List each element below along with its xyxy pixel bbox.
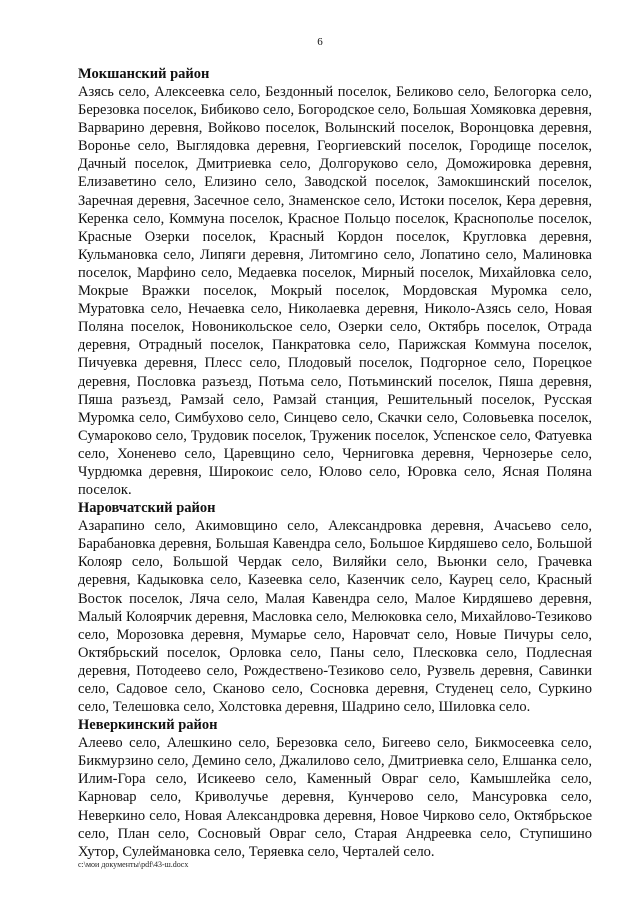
document-body [78, 65, 592, 861]
district-settlements-list: Азарапино село, Акимовщино село, Александровка деревня, Ачасьево село, Барабановка деревня, Большая Кавендра село, Большое Кирдяшево село, Большой Колояр село, Большой Чердак село, Виляйки село, Вьюнки село, Грачевка деревня, Кадыковка село, Казеевка село, Казенчик село, Каурец село, Красный Восток поселок, Ляча село, Малая Кавендра село, Малое Кирдяшево деревня, Малый Колоярчик деревня, Масловка село, Мелюковка село, Михайлово-Тезиково село, Морозовка деревня, Мумарье село, Наровчат село, Новые Пичуры село, Октябрьский поселок, Орловка село, Паны село, Плесковка село, Подлесная деревня, Потодеево село, Рождествено-Тезиково село, Рузвель деревня, Савинки село, Садовое село, Сканово село, Сосновка деревня, Студенец село, Суркино село, Телешовка село, Холстовка деревня, Шадрино село, Шиловка село. [78, 518, 592, 716]
district-title: Наровчатский район [78, 500, 216, 517]
district-title: Неверкинский район [78, 717, 218, 734]
district-section-narovchat [78, 499, 592, 716]
district-settlements-list: Алеево село, Алешкино село, Березовка село, Бигеево село, Бикмосеевка село, Бикмурзино село, Демино село, Джалилово село, Дмитриевка село, Елшанка село, Илим-Гора село, Исикеево село, Каменный Овраг село, Камышлейка село, Карновар село, Криволучье деревня, Кунчерово село, Мансуровка село, Неверкино село, Новая Александровка деревня, Новое Чирково село, Октябрьское село, План село, Сосновый Овраг село, Старая Андреевка село, Ступишино Хутор, Сулеймановка село, Теряевка село, Черталей село. [78, 735, 592, 860]
footer-file-path: c:\мои документы\pdf\43-ш.docx [78, 860, 189, 869]
district-section-mokshan [78, 65, 592, 499]
district-section-neverkino [78, 716, 592, 861]
page-number: 6 [317, 36, 323, 48]
district-settlements-list: Азясь село, Алексеевка село, Бездонный поселок, Беликово село, Белогорка село, Березовка поселок, Бибиково село, Богородское село, Большая Хомяковка деревня, Варварино деревня, Войково поселок, Волынский поселок, Воронцовка деревня, Воронье село, Выглядовка деревня, Георгиевский поселок, Городище поселок, Дачный поселок, Дмитриевка село, Долгоруково село, Доможировка деревня, Елизаветино село, Елизино село, Заводской поселок, Замокшинский поселок, Заречная деревня, Засечное село, Знаменское село, Истоки поселок, Кера деревня, Керенка село, Коммуна поселок, Красное Польцо поселок, Краснополье поселок, Красные Озерки поселок, Красный Кордон поселок, Кругловка деревня, Кульмановка село, Липяги деревня, Литомгино село, Лопатино село, Малиновка поселок, Марфино село, Медаевка поселок, Мирный поселок, Михайловка село, Мокрые Вражки поселок, Мокрый поселок, Мордовская Муромка село, Муратовка село, Нечаевка село, Николаевка деревня, Николо-Азясь село, Новая Поляна поселок, Новоникольское село, Озерки село, Октябрь поселок, Отрада деревня, Отрадный поселок, Панкратовка село, Парижская Коммуна поселок, Пичуевка деревня, Плесс село, Плодовый поселок, Подгорное село, Порецкое деревня, Пословка разъезд, Потьма село, Потьминский поселок, Пяша деревня, Пяша разъезд, Рамзай село, Рамзай станция, Решительный поселок, Русская Муромка село, Симбухово село, Синцево село, Скачки село, Соловьевка поселок, Сумароково село, Трудовик поселок, Труженик поселок, Успенское село, Фатуевка село, Хоненево село, Царевщино село, Черниговка деревня, Чернозерье село, Чурдюмка деревня, Широкоис село, Юлово село, Юровка село, Ясная Поляна поселок. [78, 84, 592, 499]
district-title: Мокшанский район [78, 66, 210, 82]
